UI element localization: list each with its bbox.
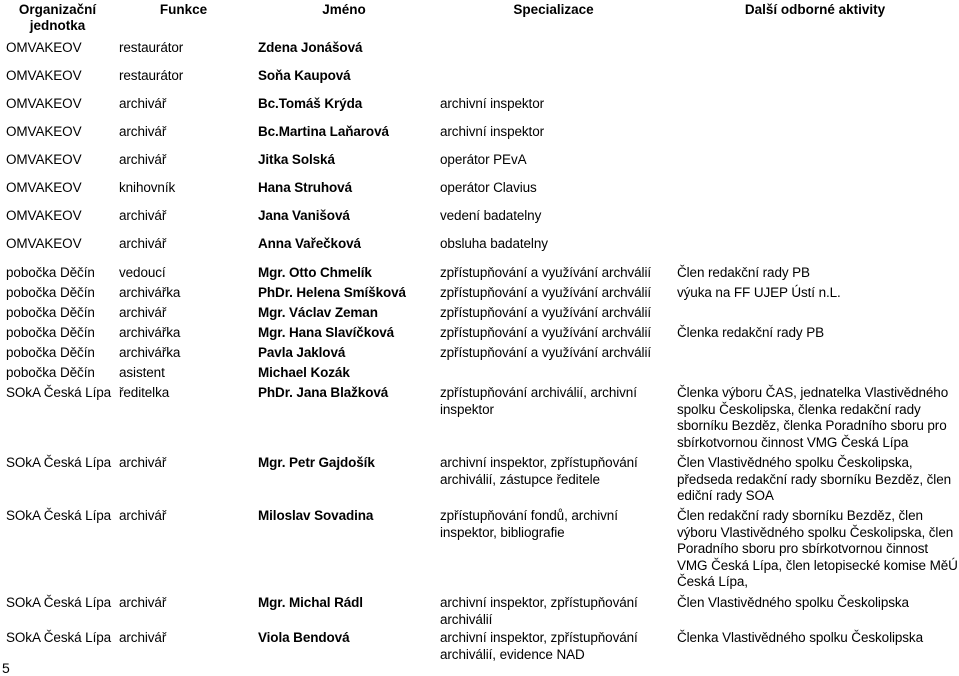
table-row (1, 628, 958, 664)
cell-name: Mgr. Otto Chmelík (258, 265, 372, 280)
cell-name: Pavla Jaklová (258, 345, 346, 360)
cell-function: archivář (119, 455, 167, 470)
cell-specialization (435, 36, 672, 64)
cell-specialization: zpřístupňování a využívání archválií (440, 325, 652, 340)
table-row (1, 36, 958, 64)
cell-function: archivář (119, 595, 167, 610)
cell-function: archivář (119, 152, 167, 167)
table-row (1, 64, 958, 92)
table-row (1, 323, 958, 343)
cell-org: pobočka Děčín (6, 305, 95, 320)
cell-function: archivářka (119, 285, 181, 300)
cell-other (672, 92, 958, 120)
cell-other: Člen redakční rady sborníku Bezděz, člen výboru Vlastivědného spolku Českolipska, člen Poradního sboru pro sbírkotvornou činnost VMG Česká Lípa, člen letopisecké komise MěÚ Česká Lípa, (677, 508, 958, 589)
cell-function: asistent (119, 365, 165, 380)
cell-org: OMVAKEOV (6, 124, 82, 139)
header-row (1, 2, 958, 36)
cell-org: SOkA Česká Lípa (6, 630, 112, 645)
cell-org: pobočka Děčín (6, 265, 95, 280)
cell-name: Mgr. Hana Slavíčková (258, 325, 395, 340)
cell-function: archivářka (119, 325, 181, 340)
table-row (1, 283, 958, 303)
cell-other: Členka výboru ČAS, jednatelka Vlastivědného spolku Českolipska, členka redakční rady sborníku Bezděz, členka Poradního sboru pro sbírkotvornou činnost VMG Česká Lípa (677, 385, 949, 450)
cell-name: Mgr. Michal Rádl (258, 595, 363, 610)
table-row (1, 204, 958, 232)
table-row (1, 232, 958, 263)
cell-other: Člen redakční rady PB (677, 265, 810, 280)
cell-specialization: zpřístupňování fondů, archivní inspektor, bibliografie (440, 508, 618, 540)
table-row (1, 176, 958, 204)
cell-name: Hana Struhová (258, 180, 352, 195)
table-row (1, 303, 958, 323)
cell-specialization: vedení badatelny (440, 208, 542, 223)
cell-org: SOkA Česká Lípa (6, 385, 112, 400)
cell-specialization (435, 64, 672, 92)
cell-name: Mgr. Petr Gajdošík (258, 455, 375, 470)
cell-specialization (435, 363, 672, 383)
cell-name: Jana Vanišová (258, 208, 350, 223)
cell-org: OMVAKEOV (6, 96, 82, 111)
staff-table (1, 2, 958, 664)
cell-other: Člen Vlastivědného spolku Českolipska (677, 595, 909, 610)
cell-function: archivářka (119, 345, 181, 360)
cell-name: Michael Kozák (258, 365, 350, 380)
cell-specialization: obsluha badatelny (440, 236, 548, 251)
cell-org: pobočka Děčín (6, 365, 95, 380)
cell-org: OMVAKEOV (6, 208, 82, 223)
cell-specialization: zpřístupňování a využívání archválií (440, 285, 652, 300)
cell-specialization: zpřístupňování a využívání archválií (440, 345, 652, 360)
cell-org: OMVAKEOV (6, 68, 82, 83)
cell-org: OMVAKEOV (6, 180, 82, 195)
cell-org: pobočka Děčín (6, 285, 95, 300)
table-row (1, 363, 958, 383)
cell-function: ředitelka (119, 385, 170, 400)
cell-name: Jitka Solská (258, 152, 335, 167)
header-org: Organizační jednotka (18, 2, 97, 33)
cell-name: PhDr. Helena Smíšková (258, 285, 406, 300)
cell-specialization: zpřístupňování a využívání archválií (440, 305, 652, 320)
cell-org: SOkA Česká Lípa (6, 455, 112, 470)
cell-specialization: archivní inspektor, zpřístupňování archiválií (440, 595, 638, 627)
cell-function: vedoucí (119, 265, 166, 280)
cell-org: pobočka Děčín (6, 345, 95, 360)
cell-function: archivář (119, 96, 167, 111)
cell-specialization: archivní inspektor, zpřístupňování archiválií, zástupce ředitele (440, 455, 638, 487)
cell-other (672, 64, 958, 92)
cell-specialization: zpřístupňování a využívání archválií (440, 265, 652, 280)
cell-name: Viola Bendová (258, 630, 350, 645)
table-row (1, 506, 958, 593)
cell-specialization: zpřístupňování archiválií, archivní inspektor (440, 385, 637, 417)
table-row (1, 383, 958, 453)
cell-name: Bc.Martina Laňarová (258, 124, 389, 139)
cell-other: Členka Vlastivědného spolku Českolipska (677, 630, 923, 645)
cell-function: archivář (119, 630, 167, 645)
cell-other: Členka redakční rady PB (677, 325, 825, 340)
cell-other (672, 204, 958, 232)
cell-other (672, 343, 958, 363)
cell-other (672, 176, 958, 204)
cell-org: SOkA Česká Lípa (6, 508, 112, 523)
table-row (1, 148, 958, 176)
cell-other: výuka na FF UJEP Ústí n.L. (677, 285, 841, 300)
cell-other (672, 36, 958, 64)
cell-name: Anna Vařečková (258, 236, 361, 251)
cell-specialization: operátor PEvA (440, 152, 527, 167)
cell-org: pobočka Děčín (6, 325, 95, 340)
header-specialization: Specializace (513, 2, 594, 17)
cell-function: restaurátor (119, 68, 184, 83)
cell-specialization: archivní inspektor (440, 96, 544, 111)
cell-other (672, 148, 958, 176)
cell-function: archivář (119, 208, 167, 223)
cell-function: knihovník (119, 180, 176, 195)
cell-specialization: archivní inspektor (440, 124, 544, 139)
cell-name: Miloslav Sovadina (258, 508, 374, 523)
cell-org: OMVAKEOV (6, 40, 82, 55)
cell-name: Zdena Jonášová (258, 40, 363, 55)
cell-other (672, 232, 958, 263)
cell-function: restaurátor (119, 40, 184, 55)
table-row (1, 120, 958, 148)
table-row (1, 453, 958, 506)
cell-org: OMVAKEOV (6, 152, 82, 167)
cell-other (672, 363, 958, 383)
page-number: 5 (2, 660, 10, 676)
cell-name: Bc.Tomáš Krýda (258, 96, 363, 111)
cell-name: Mgr. Václav Zeman (258, 305, 378, 320)
cell-specialization: operátor Clavius (440, 180, 537, 195)
cell-function: archivář (119, 124, 167, 139)
cell-function: archivář (119, 508, 167, 523)
table-row (1, 92, 958, 120)
table-row (1, 593, 958, 628)
table-row (1, 343, 958, 363)
cell-function: archivář (119, 236, 167, 251)
cell-name: Soňa Kaupová (258, 68, 351, 83)
header-other-activities: Další odborné aktivity (744, 2, 886, 17)
cell-org: OMVAKEOV (6, 236, 82, 251)
cell-name: PhDr. Jana Blažková (258, 385, 389, 400)
header-function: Funkce (159, 2, 208, 17)
cell-function: archivář (119, 305, 167, 320)
cell-specialization: archivní inspektor, zpřístupňování archiválií, evidence NAD (440, 630, 638, 662)
cell-other (672, 303, 958, 323)
cell-org: SOkA Česká Lípa (6, 595, 112, 610)
cell-other (672, 120, 958, 148)
table-row (1, 263, 958, 283)
header-name: Jméno (322, 2, 366, 17)
cell-other: Člen Vlastivědného spolku Českolipska, předseda redakční rady sborníku Bezděz, člen ediční rady SOA (677, 455, 952, 503)
